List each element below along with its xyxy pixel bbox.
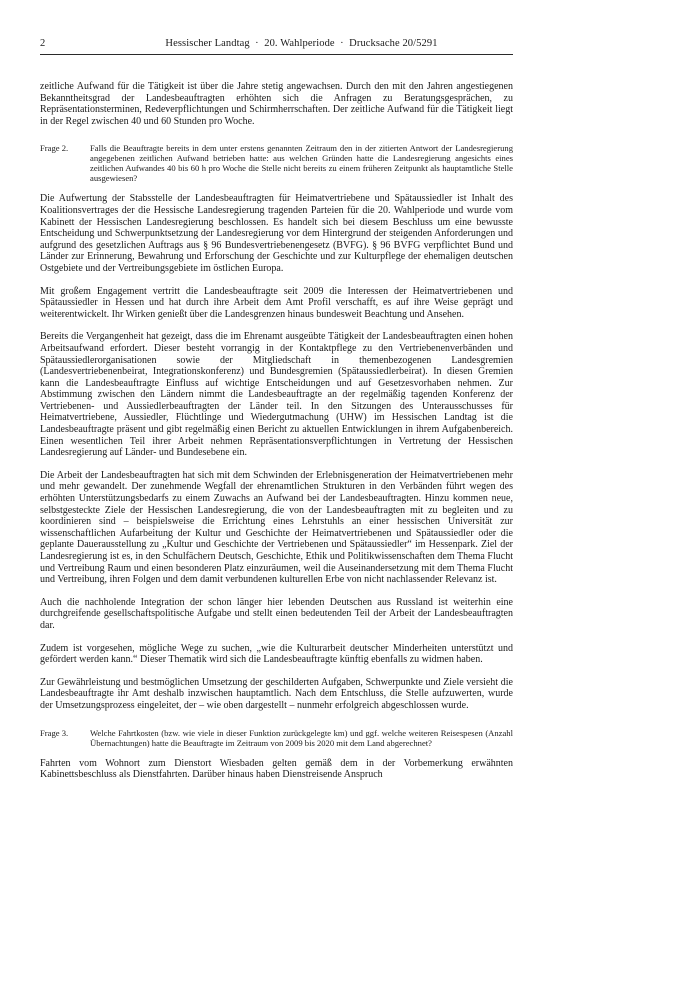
paragraph: Die Arbeit der Landesbeauftragten hat sich mit dem Schwinden der Erlebnisgeneration der Heimatvertriebenen mehr und mehr gewandelt. Der zunehmende Wegfall der ehrenamtlichen Strukturen in den Verbänden führt wegen des erhöhten Unterstützungsbedarfs zu einem Zuwachs an Aufwand bei der Landesbeauftragten. Hinzu kommen neue, selbstgesteckte Ziele der Hessischen Landesregierung, die von der Landesbeauftragten mit zu begleiten und zu koordinieren sind – beispielsweise die Errichtung eines Lehrstuhls an einer hessischen Universität zur wissenschaftlichen Aufarbeitung der Kultur und Geschichte der Heimatvertriebenen und Spätaussiedler oder die geplante Dauerausstellung zu „Kultur und Geschichte der Vertriebenen und Spätaussiedler“ im Hessenpark. Ziel der Landesregierung ist es, in den Schulfächern Deutsch, Geschichte, Ethik und Politikwissenschaften dem Thema Flucht und Vertreibung Raum und einen besonderen Platz einzuräumen, weil die Auseinandersetzung mit dem Thema Flucht und Vertreibung, ihren Folgen und dem damit verbundenen kulturellen Erbe von nicht nachlassender Relevanz ist. xyxy=(40,469,513,586)
paragraph: Die Aufwertung der Stabsstelle der Landesbeauftragten für Heimatvertriebene und Spätaussiedler ist Inhalt des Koalitionsvertrages der die Hessische Landesregierung tragenden Parteien für die 20. Wahlperiode und wurde vom Kabinett der Hessischen Landesregierung beschlossen. Es handelt sich bei diesem Beschluss um eine bewusste Entscheidung und Schwerpunktsetzung der Landesregierung vor dem Hintergrund der steigenden Anforderungen und aufgrund des gesetzlichen Auftrags aus § 96 Bundesvertriebenengesetz (BVFG). § 96 BVFG verpflichtet Bund und Länder zur Erinnerung, Bewahrung und Erforschung der Geschichte und zur Kulturpflege der ehemaligen deutschen Ostgebiete und der Vertreibungsgebiete im östlichen Europa. xyxy=(40,193,513,274)
paragraph: Zur Gewährleistung und bestmöglichen Umsetzung der geschilderten Aufgaben, Schwerpunkte und Ziele versieht die Landesbeauftragte ihr Amt deshalb inzwischen hauptamtlich. Nach dem Entschluss, die Stelle aufzuwerten, wurde der Umsetzungsprozess eingeleitet, der – wie oben dargestellt – nunmehr erfolgreich abgeschlossen wurde. xyxy=(40,676,513,711)
question-text: Welche Fahrtkosten (bzw. wie viele in dieser Funktion zurückgelegte km) und ggf. welche weiteren Reisespesen (Anzahl Übernachtungen) hatte die Beauftragte im Zeitraum von 2009 bis 2020 mit dem Land abgerechnet? xyxy=(90,727,513,748)
question-block xyxy=(40,143,513,183)
paragraph: Bereits die Vergangenheit hat gezeigt, dass die im Ehrenamt ausgeübte Tätigkeit der Landesbeauftragten einen hohen Arbeitsaufwand erfordert. Dieser besteht vorrangig in der Kontaktpflege zu den Vertriebenenverbänden und Spätaussiedlerorganisationen sowie der Mitgliedschaft in themenbezogenen Landesgremien (Landesvertriebenenbeirat, Integrationskonferenz) und Bundesgremien (Spätaussiedlerbeirat). In diesen Gremien kann die Landesbeauftragte Einfluss auf wichtige Entscheidungen und auf Gesetzesvorhaben nehmen. Zur Abstimmung zwischen den Ländern nimmt die Landesbeauftragte an der regelmäßig tagenden Konferenz der Vertriebenen- und Aussiedlerbeauftragten der Länder teil. In den Sitzungen des Unterausschusses für Heimatvertriebene, Aussiedler, Flüchtlinge und Wiedergutmachung (UHW) im Hessischen Landtag ist die Landesbeauftragte präsent und gibt regelmäßig einen Bericht zu aktuellen Entwicklungen in ihrem Aufgabenbereich. Einen wesentlichen Teil ihrer Arbeit nehmen Repräsentationsverpflichtungen in Vertretung der Hessischen Landesregierung auf Länder- und Bundesebene ein. xyxy=(40,331,513,459)
paragraph: Fahrten vom Wohnort zum Dienstort Wiesbaden gelten gemäß dem in der Vorbemerkung erwähnten Kabinettsbeschluss als Dienstfahrten. Darüber hinaus haben Dienstreisende Anspruch xyxy=(40,757,513,781)
paragraph: zeitliche Aufwand für die Tätigkeit ist über die Jahre stetig angewachsen. Durch den mit den Jahren angestiegenen Bekanntheitsgrad der Landesbeauftragten erhöhten sich die Anfragen zu Beratungsgesprächen, zu Repräsentationsterminen, Redeverpflichtungen und Schirmherrschaften. Der zeitliche Aufwand für die Tätigkeit liegt in der Regel zwischen 40 und 60 Stunden pro Woche. xyxy=(40,81,513,127)
header-title: Hessischer Landtag · 20. Wahlperiode · Drucksache 20/5291 xyxy=(165,38,438,49)
paragraph: Mit großem Engagement vertritt die Landesbeauftragte seit 2009 die Interessen der Heimatvertriebenen und Spätaussiedler in Hessen und hat durch ihre Arbeit dem Amt Profil verschafft, es auf ihre Weise geprägt und weiterentwickelt. Ihr Wirken genießt über die Landesgrenzen hinaus bundesweit Beachtung und Ansehen. xyxy=(40,285,513,320)
document-content xyxy=(40,38,513,792)
page-number: 2 xyxy=(40,38,46,49)
question-label: Frage 3. xyxy=(40,727,69,738)
paragraph: Auch die nachholende Integration der schon länger hier lebenden Deutschen aus Russland ist weiterhin eine durchgreifende gesellschaftspolitische Aufgabe und stellt einen bedeutenden Teil der Arbeit der Landesbeauftragten dar. xyxy=(40,596,513,631)
page-header xyxy=(40,38,513,50)
question-label: Frage 2. xyxy=(40,143,69,154)
question-text: Falls die Beauftragte bereits in dem unter erstens genannten Zeitraum den in der zitierten Antwort der Landesregierung angegebenen zeitlichen Aufwand betrieben hatte: aus welchen Gründen hatte die Landesregierung angesichts eines zeitlichen Aufwandes 40 bis 60 h pro Woche die Stelle nicht bereits zu einem früheren Zeitpunkt als hauptamtliche Stelle ausgewiesen? xyxy=(90,143,513,184)
question-block xyxy=(40,728,513,748)
header-rule xyxy=(40,54,513,55)
document-body xyxy=(40,81,513,781)
paragraph: Zudem ist vorgesehen, mögliche Wege zu suchen, „wie die Kulturarbeit deutscher Minderheiten unterstützt und gefördert werden kann.“ Dieser Thematik wird sich die Landesbeauftragte künftig ebenfalls zu widmen haben. xyxy=(40,642,513,666)
